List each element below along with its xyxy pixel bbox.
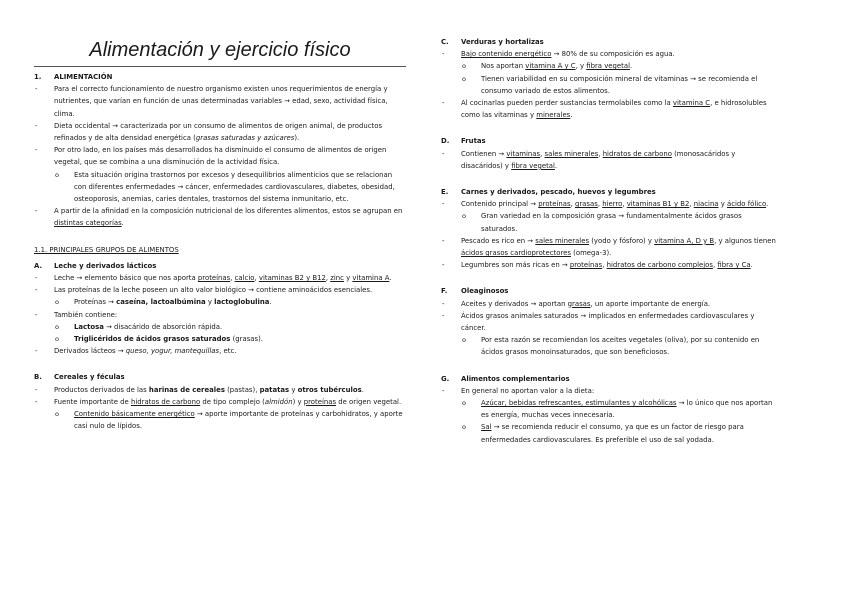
group-e-list — [441, 198, 776, 271]
u: Contenido básicamente energético — [74, 410, 195, 419]
t: , — [325, 274, 331, 283]
group-letter: B. — [34, 373, 42, 382]
left-column — [34, 0, 406, 432]
group-a-heading — [34, 260, 406, 272]
list-item — [441, 310, 776, 334]
list-item — [441, 148, 776, 172]
group-title: Frutas — [461, 137, 486, 146]
group-b-list — [34, 384, 406, 433]
sub-list-item — [34, 333, 406, 345]
u: Sal — [481, 423, 492, 432]
list-item — [34, 272, 406, 284]
list-item — [34, 120, 406, 144]
sub-list-item — [34, 408, 406, 432]
i: almidón — [264, 397, 293, 406]
group-title: Oleaginosos — [461, 287, 509, 296]
list-item — [441, 198, 776, 210]
b: caseína, lactoalbúmina — [116, 298, 206, 307]
group-g-heading — [441, 373, 776, 385]
sub-list-item — [34, 169, 406, 206]
list-item — [441, 385, 776, 397]
list-item — [441, 48, 776, 60]
group-title: Cereales y féculas — [54, 373, 125, 382]
section-heading — [34, 71, 406, 83]
u: hidratos de carbono — [130, 397, 201, 406]
list-item-text: . — [121, 219, 124, 228]
group-letter: E. — [441, 188, 449, 197]
group-c-heading — [441, 36, 776, 48]
t: → disacárido de absorción rápida. — [103, 322, 223, 331]
t: , — [254, 274, 259, 283]
t: → aporte importante de proteínas y carbohidratos, y aporte casi nulo de lípidos. — [74, 410, 403, 431]
b: Triglicéridos de ácidos grasos saturados — [74, 335, 231, 344]
list-item — [34, 144, 406, 168]
sub-list-item — [441, 210, 776, 234]
u: fibra vegetal — [586, 62, 630, 71]
u: ácidos grasos cardioprotectores — [461, 249, 571, 258]
u: vitamina C — [672, 99, 711, 108]
group-letter: A. — [34, 261, 43, 270]
t: → se recomienda reducir el consumo, ya que es un factor de riesgo para enfermedades cardiovasculares. Es preferible el uso de sal yodada. — [481, 423, 744, 444]
sub-list-item — [441, 421, 776, 445]
b: lactoglobulina — [214, 298, 270, 307]
group-g-list — [441, 385, 776, 446]
t: . — [629, 62, 633, 71]
t: Al cocinarlas pueden perder sustancias termolabiles como la — [461, 99, 673, 108]
i: queso, yogur, mantequillas — [125, 347, 220, 356]
t: . — [570, 111, 573, 120]
u: sales minerales — [544, 149, 599, 158]
t: Por esta razón se recomiendan los aceites vegetales (oliva), por su contenido en ácidos grasos monoinsaturados, que son beneficiosos. — [481, 336, 760, 357]
list-item — [441, 235, 776, 259]
page-title: Alimentación y ejercicio físico — [34, 38, 406, 67]
t: Fuente importante de — [54, 397, 131, 406]
u: vitaminas — [506, 149, 541, 158]
u: vitamina A — [352, 274, 390, 283]
t: y — [205, 298, 215, 307]
group-f-heading — [441, 285, 776, 297]
group-title: Carnes y derivados, pescado, huevos y legumbres — [461, 188, 656, 197]
t: Nos aportan — [481, 62, 526, 71]
group-letter: F. — [441, 287, 448, 296]
t: Derivados lácteos → — [54, 347, 126, 356]
t: (grasas). — [230, 335, 263, 344]
subsection-heading: 1.1. PRINCIPALES GRUPOS DE ALIMENTOS — [34, 245, 179, 254]
list-item — [441, 259, 776, 271]
group-f-list — [441, 298, 776, 359]
u: fibra vegetal — [511, 161, 555, 170]
t: de tipo complejo ( — [200, 397, 265, 406]
list-item-text: Por otro lado, en los países más desarrollados ha disminuido el consumo de alimentos de origen vegetal, que se combina a una disminución de la actividad física. — [54, 146, 387, 167]
u: proteínas — [569, 261, 603, 270]
group-c-list — [441, 48, 776, 121]
t: (monosacáridos y disacáridos) y — [461, 149, 736, 170]
u: Bajo contenido energético — [461, 50, 552, 59]
sub-list-item — [34, 296, 406, 308]
t: → 80% de su composición es agua. — [551, 50, 675, 59]
list-item — [34, 384, 406, 396]
u: vitaminas B2 y B12 — [258, 274, 326, 283]
t: (omega-3). — [570, 249, 612, 258]
list-item-text: Para el correcto funcionamiento de nuestro organismo existen unos requerimientos de energía y nutrientes, que varían en función de unas determinadas variables → edad, sexo, actividad física, clima. — [54, 85, 388, 118]
group-a-list — [34, 272, 406, 357]
u: minerales — [536, 111, 571, 120]
t: y — [718, 200, 727, 209]
t: Contienen → — [461, 149, 507, 158]
b: otros tubérculos — [297, 385, 362, 394]
t: Proteínas → — [74, 298, 117, 307]
intro-list — [34, 83, 406, 229]
t: , — [597, 200, 603, 209]
u: vitamina A y C — [525, 62, 576, 71]
t: , — [540, 149, 545, 158]
t: , y algunos tienen — [714, 236, 776, 245]
list-item — [441, 298, 776, 310]
group-title: Verduras y hortalizas — [461, 38, 544, 46]
t: , — [230, 274, 235, 283]
u: hierro — [602, 200, 623, 209]
t: También contiene: — [54, 310, 118, 319]
group-b-heading — [34, 371, 406, 383]
section-title: ALIMENTACIÓN — [54, 73, 113, 81]
t: , — [570, 200, 575, 209]
t: Las proteínas de la leche poseen un alto valor biológico → contiene aminoácidos esenciales. — [54, 286, 373, 295]
list-item-italic: grasas saturadas y azúcares — [195, 134, 295, 143]
group-d-list — [441, 148, 776, 172]
u: proteínas — [197, 274, 231, 283]
t: Leche → elemento básico que nos aporta — [54, 274, 198, 283]
t: de origen vegetal. — [336, 397, 402, 406]
t: y — [343, 274, 353, 283]
u: ácido fólico — [727, 200, 767, 209]
t: . — [750, 261, 753, 270]
u: fibra y Ca — [717, 261, 751, 270]
b: harinas de cereales — [148, 385, 225, 394]
t: , y — [575, 62, 587, 71]
list-item — [34, 396, 406, 408]
t: Ácidos grasos animales saturados → implicados en enfermedades cardiovasculares y cáncer. — [461, 311, 755, 333]
list-item-text: A partir de la afinidad en la composición nutricional de los diferentes alimentos, estos se agrupan en — [54, 207, 403, 216]
t: Legumbres son más ricas en → — [461, 261, 570, 270]
t: , un aporte importante de energía. — [590, 299, 711, 308]
sub-list-item — [34, 321, 406, 333]
t: . — [361, 385, 364, 394]
t: ) y — [292, 397, 304, 406]
t: , etc. — [219, 347, 237, 356]
t: y — [289, 385, 298, 394]
t: . — [766, 200, 769, 209]
t: , e hidrosolubles como las vitaminas y — [461, 99, 767, 120]
u: grasas — [574, 200, 598, 209]
u: sales minerales — [535, 236, 590, 245]
group-letter: G. — [441, 374, 450, 383]
t: Aceites y derivados → aportan — [461, 299, 568, 308]
group-d-heading — [441, 135, 776, 147]
group-letter: C. — [441, 38, 449, 46]
list-item — [441, 97, 776, 121]
t: Gran variedad en la composición grasa → fundamentalmente ácidos grasos saturados. — [481, 212, 742, 233]
group-e-heading — [441, 186, 776, 198]
t: Tienen variabilidad en su composición mineral de vitaminas → se recomienda el consumo variado de estos alimentos. — [481, 74, 758, 95]
t: , — [602, 261, 607, 270]
t: Productos derivados de las — [54, 385, 149, 394]
u: zinc — [330, 274, 344, 283]
sub-list-item — [441, 73, 776, 97]
t: Pescado es rico en → — [461, 236, 536, 245]
t: Contenido principal → — [461, 200, 539, 209]
group-title: Leche y derivados lácticos — [54, 261, 157, 270]
t: → lo único que nos aportan es energía, muchas veces innecesaria. — [481, 399, 773, 420]
u: niacina — [693, 200, 719, 209]
t: , — [598, 149, 603, 158]
t: (pastas), — [224, 385, 260, 394]
t: . — [554, 161, 558, 170]
t: . — [389, 274, 392, 283]
list-item — [34, 205, 406, 229]
b: Lactosa — [74, 322, 104, 331]
t: , — [622, 200, 627, 209]
underlined-term: distintas categorías — [54, 219, 122, 228]
u: vitaminas B1 y B2 — [626, 200, 690, 209]
sub-list-item — [441, 334, 776, 358]
t: , — [689, 200, 694, 209]
section-number: 1. — [34, 73, 42, 81]
list-item-text: ). — [294, 134, 300, 143]
list-item-text: Esta situación origina trastornos por excesos y desequilibrios alimenticios que se relacionan con diferentes enfermedades → cáncer, enfermedades cardiovasculares, diabetes, obesidad, osteoporosis, anemias, caries dentales, trastornos del sistema inmunitario, etc. — [74, 170, 395, 204]
group-letter: D. — [441, 137, 450, 146]
u: hidratos de carbono complejos — [606, 261, 713, 270]
list-item — [34, 83, 406, 120]
u: calcio — [234, 274, 255, 283]
u: Azúcar, bebidas refrescantes, estimulantes y alcohólicas — [481, 399, 677, 408]
t: (yodo y fósforo) y — [589, 236, 655, 245]
u: vitamina A, D y B — [654, 236, 715, 245]
list-item — [34, 309, 406, 321]
b: patatas — [259, 385, 290, 394]
list-item-text: Dieta occidental → caracterizada por un consumo de alimentos de origen animal, de productos refinados y de alta densidad energética ( — [54, 121, 383, 143]
sub-list-item — [441, 60, 776, 72]
right-column — [441, 0, 776, 446]
u: proteínas — [538, 200, 571, 209]
t: , — [712, 261, 718, 270]
u: proteínas — [303, 397, 337, 406]
u: grasas — [567, 299, 591, 308]
list-item — [34, 345, 406, 357]
u: hidratos de carbono — [602, 149, 672, 158]
t: En general no aportan valor a la dieta: — [461, 386, 595, 395]
list-item — [34, 284, 406, 296]
sub-list-item — [441, 397, 776, 421]
group-title: Alimentos complementarios — [461, 374, 570, 383]
t: . — [269, 298, 272, 307]
